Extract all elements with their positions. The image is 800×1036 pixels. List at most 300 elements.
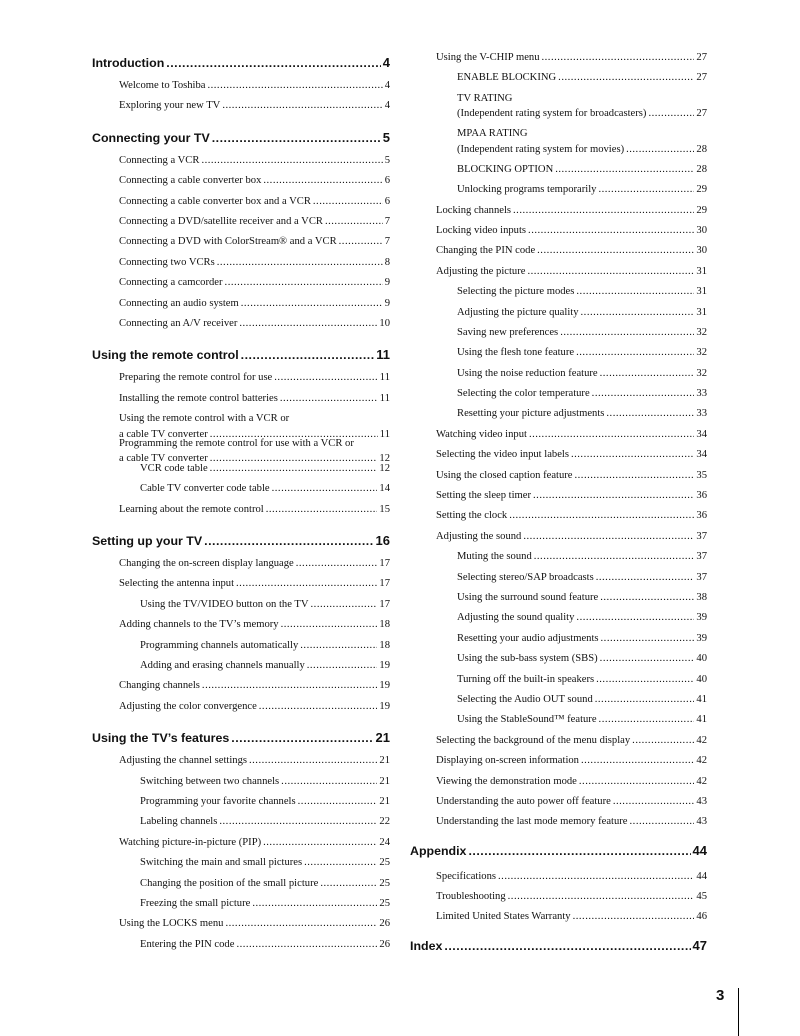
toc-entry-first-line: MPAA RATING [457,128,528,140]
toc-subentry[interactable] [457,160,707,180]
toc-page-number: 18 [379,639,390,651]
dot-leader [509,506,694,526]
dot-leader [598,180,694,200]
toc-entry[interactable] [119,192,390,212]
toc-entry-title: Connecting an audio system [119,297,239,309]
toc-entry-title: Using the noise reduction feature [457,367,598,379]
margin-rule [738,988,739,1036]
toc-entry-title: Connecting an A/V receiver [119,317,238,329]
toc-subentry[interactable] [140,459,390,479]
toc-entry-title: Cable TV converter code table [140,483,270,495]
dot-leader [606,404,694,424]
toc-page-number: 41 [696,693,707,705]
toc-entry[interactable] [436,751,707,771]
toc-page-number: 11 [379,392,390,404]
toc-page-number: 18 [379,619,390,631]
dot-leader [534,547,695,567]
dot-leader [537,241,694,261]
toc-entry-title: Using the surround sound feature [457,591,599,603]
dot-leader [281,615,378,635]
toc-entry-title: VCR code table [140,462,208,474]
toc-entry[interactable] [119,253,390,273]
dot-leader [259,697,378,717]
dot-leader [498,867,694,887]
toc-section-heading[interactable] [92,347,390,368]
toc-entry-title: Connecting a VCR [119,154,200,166]
dot-leader [280,389,378,409]
toc-subentry[interactable] [457,384,707,404]
toc-entry[interactable] [119,314,390,334]
toc-subentry[interactable] [140,772,390,792]
toc-entry[interactable] [436,425,707,445]
toc-entry[interactable] [119,615,390,635]
toc-entry[interactable] [119,554,390,574]
toc-page-number: 45 [696,891,707,903]
dot-leader [596,568,695,588]
toc-page-number: 4 [384,100,390,112]
dot-leader [523,527,694,547]
toc-entry-title: a cable TV converter [119,453,208,465]
toc-entry-title: Unlocking programs temporarily [457,184,597,196]
dot-leader [210,459,378,479]
toc-section-heading[interactable] [410,843,707,867]
dot-leader [527,262,694,282]
toc-entry-title: Appendix [410,843,467,858]
dot-leader [508,887,695,907]
toc-entry-title: Understanding the auto power off feature [436,795,611,807]
toc-entry-title: Setting the sleep timer [436,490,532,502]
toc-entry[interactable] [436,506,707,526]
toc-page-number: 43 [696,816,707,828]
toc-page-number: 44 [696,870,707,882]
dot-leader [533,486,694,506]
dot-leader [596,670,694,690]
toc-page-number: 24 [379,836,390,848]
toc-subentry[interactable] [140,935,390,955]
toc-subentry[interactable] [457,649,707,669]
toc-page-number: 14 [379,483,390,495]
toc-entry-title: ENABLE BLOCKING [457,72,557,84]
toc-entry-title: Index [410,938,443,953]
toc-entry-title: Connecting a cable converter box [119,175,262,187]
toc-page-number: 39 [696,632,707,644]
toc-page-number: 43 [696,795,707,807]
toc-section-heading[interactable] [92,55,390,76]
toc-page-number: 8 [384,256,390,268]
toc-entry-title: Using the TV/VIDEO button on the TV [140,598,309,610]
dot-leader [528,221,694,241]
toc-page-number: 12 [379,453,390,465]
toc-page-number: 32 [696,347,707,359]
dot-leader [272,479,378,499]
dot-leader [320,874,377,894]
toc-page-number: 36 [696,490,707,502]
toc-page-number: 26 [379,938,390,950]
dot-leader [571,445,694,465]
toc-page-number: 30 [696,224,707,236]
dot-leader [600,364,695,384]
toc-page-number: 36 [696,510,707,522]
toc-page-number: 17 [379,598,390,610]
toc-entry-title: Locking channels [436,204,512,216]
toc-entry-title: Understanding the last mode memory feature [436,816,628,828]
dot-leader [313,192,383,212]
toc-page-number: 5 [382,129,390,145]
dot-leader [225,273,383,293]
toc-entry[interactable] [436,527,707,547]
dot-leader [581,751,694,771]
toc-entry-title: Viewing the demonstration mode [436,775,577,787]
toc-subentry[interactable] [457,124,707,160]
toc-entry[interactable] [436,48,707,68]
dot-leader [236,574,377,594]
dot-leader [202,676,377,696]
toc-subentry[interactable] [457,364,707,384]
dot-leader [266,500,378,520]
toc-subentry[interactable] [457,710,707,730]
toc-page-number: 37 [696,530,707,542]
toc-subentry[interactable] [457,568,707,588]
toc-page-number: 37 [696,551,707,563]
toc-subentry[interactable] [140,479,390,499]
dot-leader [207,76,382,96]
toc-page-number: 6 [384,175,390,187]
toc-entry-title: Adding and erasing channels manually [140,659,305,671]
toc-entry-title: Adjusting the picture [436,265,526,277]
toc-page-number: 19 [379,659,390,671]
toc-entry-title: Setting up your TV [92,534,203,549]
dot-leader [281,772,377,792]
toc-entry[interactable] [119,76,390,96]
toc-entry[interactable] [119,574,390,594]
toc-entry[interactable] [436,907,707,927]
toc-page-number: 28 [696,143,707,155]
page-number: 3 [716,987,725,1004]
toc-subentry[interactable] [140,636,390,656]
toc-page-number: 42 [696,734,707,746]
toc-entry-title: Watching video input [436,428,527,440]
toc-page-number: 31 [696,306,707,318]
toc-entry[interactable] [119,751,390,771]
toc-page-number: 30 [696,245,707,257]
toc-entry[interactable] [119,833,390,853]
toc-page-number: 17 [379,578,390,590]
dot-leader [626,142,694,158]
toc-entry[interactable] [119,500,390,520]
toc-entry[interactable] [119,232,390,252]
dot-leader [592,384,695,404]
toc-page-number: 34 [696,428,707,440]
dot-leader [595,690,695,710]
toc-page-number: 25 [379,897,390,909]
toc-entry[interactable] [436,812,707,832]
toc-entry-title: Troubleshooting [436,891,506,903]
toc-section-heading[interactable] [410,938,707,962]
toc-page-number: 32 [696,326,707,338]
toc-entry-title: Using the TV’s features [92,731,230,746]
toc-page-number: 11 [376,347,390,363]
dot-leader [300,636,377,656]
toc-subentry[interactable] [457,303,707,323]
dot-leader [542,48,695,68]
toc-entry-title: Installing the remote control batteries [119,392,278,404]
dot-leader [219,812,377,832]
toc-page-number: 28 [696,163,707,175]
toc-entry[interactable] [119,389,390,409]
toc-entry-first-line: Using the remote control with a VCR or [119,413,290,425]
toc-entry[interactable] [436,221,707,241]
toc-page-number: 19 [379,680,390,692]
dot-leader [263,171,382,191]
toc-entry-title: Resetting your picture adjustments [457,408,605,420]
toc-subentry[interactable] [140,595,390,615]
dot-leader [600,588,694,608]
toc-page-number: 42 [696,775,707,787]
toc-entry-title: Preparing the remote control for use [119,372,273,384]
toc-page-number: 31 [696,286,707,298]
dot-leader [298,792,378,812]
toc-entry[interactable] [119,273,390,293]
toc-page-number: 47 [692,937,707,953]
toc-page-number: 19 [379,700,390,712]
toc-entry[interactable] [436,792,707,812]
toc-page-number: 6 [384,195,390,207]
toc-entry[interactable] [436,486,707,506]
toc-entry[interactable] [436,262,707,282]
toc-entry-title: Changing the on-screen display language [119,558,294,570]
toc-entry-title: Switching the main and small pictures [140,857,303,869]
toc-page-number: 42 [696,755,707,767]
toc-page-number: 16 [375,533,390,549]
toc-page-number: 5 [384,154,390,166]
toc-entry[interactable] [119,697,390,717]
toc-entry-title: Resetting your audio adjustments [457,632,599,644]
toc-page-number: 21 [379,775,390,787]
toc-entry[interactable] [436,731,707,751]
toc-page-number: 40 [696,653,707,665]
dot-leader [576,282,694,302]
toc-page-number: 25 [379,877,390,889]
dot-leader [307,656,378,676]
toc-entry[interactable] [436,466,707,486]
toc-entry-title: Using the V-CHIP menu [436,52,540,63]
dot-leader [573,907,695,927]
toc-subentry[interactable] [140,874,390,894]
toc-entry-title: Using the sub-bass system (SBS) [457,653,598,665]
toc-section-heading[interactable] [92,730,390,751]
toc-entry-first-line: TV RATING [457,92,513,104]
toc-entry-title: Switching between two channels [140,775,280,787]
toc-entry[interactable] [119,368,390,388]
dot-leader [560,323,694,343]
toc-section-heading[interactable] [92,533,390,554]
toc-subentry[interactable] [457,323,707,343]
toc-entry[interactable] [119,212,390,232]
toc-subentry[interactable] [457,547,707,567]
dot-leader [231,731,373,745]
toc-entry[interactable] [436,887,707,907]
toc-page-number: 27 [696,72,707,84]
dot-leader [212,131,381,145]
toc-entry-title: Displaying on-screen information [436,755,579,767]
toc-page-number: 40 [696,673,707,685]
dot-leader [579,772,695,792]
dot-leader [325,212,383,232]
toc-entry-title: Using the StableSound™ feature [457,714,597,726]
toc-entry-title: Locking video inputs [436,224,527,236]
toc-entry-title: Adjusting the color convergence [119,700,257,712]
toc-page-number: 7 [384,236,390,248]
toc-page-number: 25 [379,857,390,869]
dot-leader [576,343,694,363]
toc-page-number: 46 [696,911,707,923]
toc-page-number: 4 [384,80,390,91]
toc-entry[interactable] [436,867,707,887]
toc-subentry[interactable] [140,792,390,812]
toc-entry-title: Using the closed caption feature [436,469,573,481]
dot-leader [468,844,690,858]
toc-entry-title: Specifications [436,870,497,882]
toc-entry-title: Freezing the small picture [140,897,251,909]
dot-leader [630,812,695,832]
dot-leader [339,232,383,252]
toc-entry[interactable] [119,409,390,440]
toc-entry-title: Selecting the Audio OUT sound [457,693,593,705]
toc-subentry[interactable] [457,608,707,628]
toc-entry[interactable] [119,914,390,934]
toc-entry[interactable] [436,201,707,221]
toc-entry-title: Selecting the picture modes [457,286,575,298]
toc-subentry[interactable] [457,282,707,302]
toc-page-number: 21 [375,730,390,746]
toc-entry-title: Labeling channels [140,816,218,828]
toc-left-column [92,50,390,955]
toc-subentry[interactable] [457,690,707,710]
toc-entry-title: Introduction [92,56,165,70]
dot-leader [304,853,377,873]
toc-entry-title: Muting the sound [457,551,532,563]
toc-entry-title: Selecting the antenna input [119,578,235,590]
dot-leader [599,710,695,730]
dot-leader [648,106,694,122]
toc-page-number: 44 [692,842,707,858]
toc-entry[interactable] [119,151,390,171]
toc-page-number: 15 [379,503,390,515]
toc-entry-first-line: Programming the remote control for use with a VCR or [119,437,354,449]
toc-entry-title: Welcome to Toshiba [119,80,206,91]
toc-subentry[interactable] [457,670,707,690]
dot-leader [263,833,377,853]
toc-entry-title: Adding channels to the TV’s memory [119,619,279,631]
toc-page-number: 26 [379,918,390,930]
toc-entry-title: Changing channels [119,680,200,692]
toc-entry[interactable] [119,676,390,696]
toc-page-number: 10 [379,317,390,329]
toc-section-heading[interactable] [92,130,390,151]
dot-leader [576,608,694,628]
toc-entry[interactable] [119,294,390,314]
toc-page-number: 29 [696,184,707,196]
toc-entry-title: Setting the clock [436,510,508,522]
dot-leader [558,68,694,88]
dot-leader [241,294,383,314]
toc-entry-title: Watching picture-in-picture (PIP) [119,836,262,848]
toc-page-number: 22 [379,816,390,828]
toc-right-column [410,48,707,962]
toc-entry-title: Selecting the color temperature [457,388,590,400]
toc-entry-title: Using the LOCKS menu [119,918,224,930]
toc-page-number: 21 [379,795,390,807]
dot-leader [513,201,694,221]
toc-entry-title: Connecting a cable converter box and a VCR [119,195,311,207]
toc-entry-title: Selecting the video input labels [436,449,569,461]
toc-subentry[interactable] [457,343,707,363]
toc-entry[interactable] [436,772,707,792]
toc-entry[interactable] [119,434,390,465]
dot-leader [249,751,377,771]
toc-entry[interactable] [119,96,390,116]
toc-page-number: 33 [696,388,707,400]
toc-entry-title: Connecting two VCRs [119,256,215,268]
toc-page-number: 9 [384,277,390,289]
dot-leader [217,253,383,273]
toc-page-number: 32 [696,367,707,379]
toc-entry-title: a cable TV converter [119,428,208,440]
dot-leader [600,649,695,669]
toc-entry-title: Turning off the built-in speakers [457,673,595,685]
toc-page-number: 11 [379,428,390,440]
toc-page-number: 21 [379,755,390,767]
toc-entry-title: BLOCKING OPTION [457,163,554,175]
dot-leader [529,425,694,445]
toc-subentry[interactable] [457,588,707,608]
toc-subentry[interactable] [457,89,707,125]
toc-page-number: 29 [696,204,707,216]
toc-subentry[interactable] [457,180,707,200]
toc-entry-title: Using the flesh tone feature [457,347,575,359]
dot-leader [252,894,377,914]
toc-subentry[interactable] [140,656,390,676]
toc-subentry[interactable] [457,68,707,88]
toc-entry[interactable] [436,241,707,261]
toc-entry-title: (Independent rating system for movies) [457,143,625,155]
toc-subentry[interactable] [140,853,390,873]
toc-page-number: 7 [384,215,390,227]
toc-entry[interactable] [119,171,390,191]
dot-leader [241,348,375,362]
dot-leader [632,731,694,751]
toc-entry-title: Using the remote control [92,348,239,363]
toc-page-number: 39 [696,612,707,624]
dot-leader [236,935,377,955]
toc-subentry[interactable] [457,404,707,424]
dot-leader [166,56,381,70]
toc-subentry[interactable] [140,812,390,832]
toc-entry-title: Learning about the remote control [119,503,264,515]
toc-entry-title: Connecting your TV [92,130,210,145]
toc-subentry[interactable] [457,629,707,649]
toc-entry-title: Adjusting the channel settings [119,755,247,767]
toc-entry-title: Programming channels automatically [140,639,299,651]
dot-leader [555,160,694,180]
toc-entry[interactable] [436,445,707,465]
dot-leader [239,314,377,334]
toc-subentry[interactable] [140,894,390,914]
toc-page-number: 4 [382,55,390,70]
toc-page-number: 31 [696,265,707,277]
toc-entry-title: Entering the PIN code [140,938,235,950]
toc-entry-title: Limited United States Warranty [436,911,571,923]
